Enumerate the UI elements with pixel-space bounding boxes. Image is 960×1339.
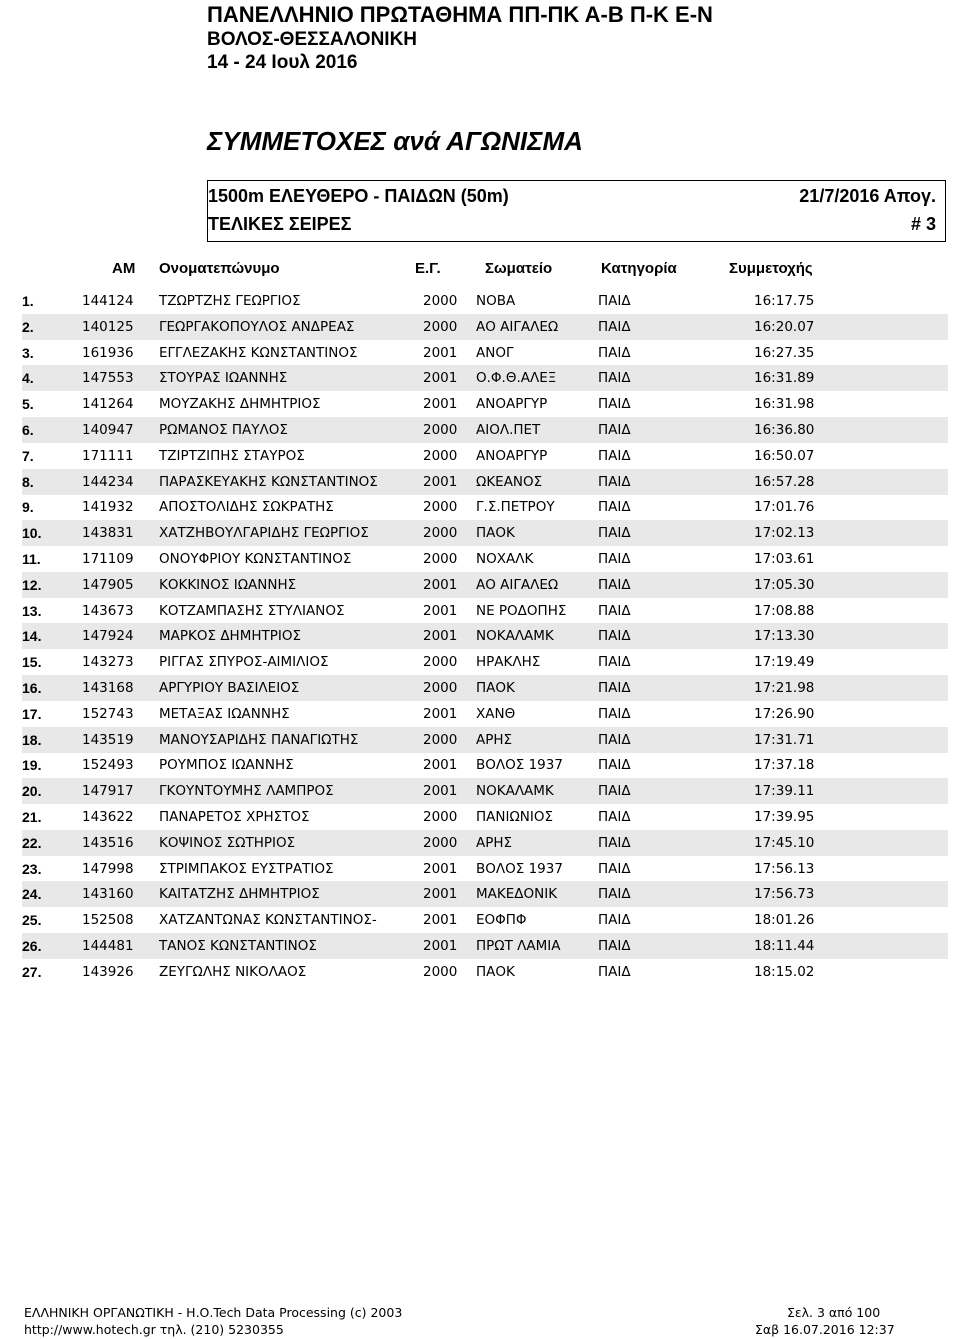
- event-date: 21/7/2016 Απογ.: [799, 186, 936, 206]
- row-category: ΠΑΙΔ: [598, 602, 631, 619]
- row-club: ΑΟ ΑΙΓΑΛΕΩ: [476, 576, 559, 593]
- table-row: [22, 959, 948, 985]
- event-round: ΤΕΛΙΚΕΣ ΣΕΙΡΕΣ: [208, 214, 352, 234]
- row-rank: 16.: [22, 680, 42, 696]
- row-name: ΜΕΤΑΞΑΣ ΙΩΑΝΝΗΣ: [159, 705, 290, 722]
- row-yob: 2000: [423, 525, 458, 542]
- footer-page: Σελ. 3 από 100: [787, 1305, 881, 1320]
- row-rank: 4.: [22, 370, 34, 387]
- row-am: 143673: [82, 602, 134, 619]
- row-am: 143168: [82, 680, 134, 696]
- footer-org: ΕΛΛΗΝΙΚΗ ΟΡΓΑΝΩΤΙΚΗ - Η.Ο.Tech Data Processing (c) 2003: [24, 1305, 403, 1320]
- row-category: ΠΑΙΔ: [598, 809, 631, 825]
- row-club: ΑΡΗΣ: [476, 731, 513, 748]
- row-am: 171111: [82, 447, 134, 464]
- row-category: ΠΑΙΔ: [598, 318, 631, 335]
- row-category: ΠΑΙΔ: [598, 938, 631, 954]
- row-time: 16:57.28: [754, 473, 815, 490]
- row-rank: 6.: [22, 422, 34, 438]
- row-yob: 2001: [423, 344, 458, 361]
- row-am: 143160: [82, 886, 134, 903]
- row-am: 152508: [82, 912, 134, 929]
- row-yob: 2001: [423, 370, 458, 387]
- row-time: 18:11.44: [754, 938, 815, 954]
- row-club: ΝΟΚΑΛΑΜΚ: [476, 628, 554, 645]
- row-yob: 2001: [423, 396, 458, 413]
- championship-title: ΠΑΝΕΛΛΗΝΙΟ ΠΡΩΤΑΘΗΜΑ ΠΠ-ΠΚ Α-Β Π-Κ Ε-Ν: [207, 2, 713, 27]
- row-time: 16:20.07: [754, 318, 815, 335]
- row-name: ΜΑΡΚΟΣ ΔΗΜΗΤΡΙΟΣ: [159, 628, 302, 645]
- row-club: ΝΟΧΑΛΚ: [476, 551, 534, 567]
- row-rank: 13.: [22, 602, 42, 619]
- row-name: ΡΟΥΜΠΟΣ ΙΩΑΝΝΗΣ: [159, 757, 294, 774]
- row-club: ΠΑΝΙΩΝΙΟΣ: [476, 809, 554, 825]
- row-am: 143831: [82, 525, 134, 542]
- row-time: 17:08.88: [754, 602, 815, 619]
- row-yob: 2001: [423, 473, 458, 490]
- row-category: ΠΑΙΔ: [598, 473, 631, 490]
- row-am: 147998: [82, 860, 134, 877]
- row-name: ΓΕΩΡΓΑΚΟΠΟΥΛΟΣ ΑΝΔΡΕΑΣ: [159, 318, 355, 335]
- row-club: ΧΑΝΘ: [476, 705, 516, 722]
- row-am: 147553: [82, 370, 134, 387]
- row-yob: 2001: [423, 912, 458, 929]
- table-row: [22, 623, 948, 649]
- row-name: ΖΕΥΓΩΛΗΣ ΝΙΚΟΛΑΟΣ: [159, 963, 307, 980]
- row-rank: 20.: [22, 783, 42, 800]
- row-am: 143273: [82, 654, 134, 671]
- row-rank: 14.: [22, 628, 42, 645]
- row-rank: 24.: [22, 886, 42, 903]
- row-yob: 2001: [423, 860, 458, 877]
- table-row: [22, 933, 948, 959]
- row-rank: 9.: [22, 499, 34, 516]
- row-rank: 23.: [22, 860, 42, 877]
- row-time: 17:37.18: [754, 757, 815, 774]
- row-club: ΩΚΕΑΝΟΣ: [476, 473, 543, 490]
- row-category: ΠΑΙΔ: [598, 525, 631, 542]
- row-club: ΝΟΒΑ: [476, 293, 516, 309]
- event-box: [207, 180, 946, 242]
- table-row: [22, 494, 948, 520]
- row-club: ΠΑΟΚ: [476, 963, 515, 980]
- row-time: 17:03.61: [754, 551, 815, 567]
- table-row: [22, 752, 948, 778]
- row-yob: 2000: [423, 654, 458, 671]
- row-name: ΤΖΩΡΤΖΗΣ ΓΕΩΡΓΙΟΣ: [159, 293, 301, 309]
- column-header-yob: Ε.Γ.: [415, 260, 441, 277]
- column-header-participation: Συμμετοχής: [729, 260, 813, 277]
- table-row: [22, 288, 948, 314]
- row-am: 140947: [82, 422, 134, 438]
- row-time: 17:56.73: [754, 886, 815, 903]
- row-category: ΠΑΙΔ: [598, 370, 631, 387]
- row-am: 147924: [82, 628, 134, 645]
- row-club: ΑΝΟΑΡΓΥΡ: [476, 447, 548, 464]
- row-name: ΜΑΝΟΥΣΑΡΙΔΗΣ ΠΑΝΑΓΙΩΤΗΣ: [159, 731, 359, 748]
- row-name: ΑΡΓΥΡΙΟΥ ΒΑΣΙΛΕΙΟΣ: [159, 680, 300, 696]
- table-row: [22, 572, 948, 598]
- row-name: ΧΑΤΖΑΝΤΩΝΑΣ ΚΩΝΣΤΑΝΤΙΝΟΣ-: [159, 912, 377, 929]
- event-name: 1500m ΕΛΕΥΘΕΡΟ - ΠΑΙΔΩΝ (50m): [208, 186, 509, 206]
- row-am: 141264: [82, 396, 134, 413]
- event-number: # 3: [910, 214, 936, 234]
- row-name: ΠΑΝΑΡΕΤΟΣ ΧΡΗΣΤΟΣ: [159, 809, 310, 825]
- table-row: [22, 340, 948, 366]
- row-category: ΠΑΙΔ: [598, 422, 631, 438]
- row-club: ΑΡΗΣ: [476, 834, 513, 851]
- row-am: 140125: [82, 318, 134, 335]
- table-row: [22, 469, 948, 495]
- row-am: 152743: [82, 705, 134, 722]
- row-rank: 15.: [22, 654, 42, 671]
- row-am: 147917: [82, 783, 134, 800]
- row-club: Ο.Φ.Θ.ΑΛΕΞ: [476, 370, 557, 387]
- row-category: ΠΑΙΔ: [598, 886, 631, 903]
- dates-title: 14 - 24 Ιουλ 2016: [207, 52, 358, 73]
- row-name: ΜΟΥΖΑΚΗΣ ΔΗΜΗΤΡΙΟΣ: [159, 396, 321, 413]
- row-yob: 2001: [423, 705, 458, 722]
- table-row: [22, 778, 948, 804]
- row-name: ΟΝΟΥΦΡΙΟΥ ΚΩΝΣΤΑΝΤΙΝΟΣ: [159, 551, 352, 567]
- row-am: 143519: [82, 731, 134, 748]
- table-row: [22, 675, 948, 701]
- row-yob: 2001: [423, 783, 458, 800]
- row-yob: 2001: [423, 628, 458, 645]
- row-rank: 27.: [22, 963, 42, 980]
- row-name: ΤΑΝΟΣ ΚΩΝΣΤΑΝΤΙΝΟΣ: [159, 938, 317, 954]
- row-time: 17:02.13: [754, 525, 815, 542]
- row-time: 16:36.80: [754, 422, 815, 438]
- row-yob: 2000: [423, 963, 458, 980]
- row-name: ΣΤΟΥΡΑΣ ΙΩΑΝΝΗΣ: [159, 370, 288, 387]
- row-yob: 2000: [423, 680, 458, 696]
- row-time: 17:01.76: [754, 499, 815, 516]
- row-category: ΠΑΙΔ: [598, 705, 631, 722]
- row-time: 17:56.13: [754, 860, 815, 877]
- column-header-am: ΑΜ: [112, 260, 136, 277]
- row-club: ΝΟΚΑΛΑΜΚ: [476, 783, 554, 800]
- row-time: 17:05.30: [754, 576, 815, 593]
- table-row: [22, 830, 948, 856]
- table-row: [22, 701, 948, 727]
- table-row: [22, 881, 948, 907]
- row-name: ΡΩΜΑΝΟΣ ΠΑΥΛΟΣ: [159, 422, 288, 438]
- row-time: 17:45.10: [754, 834, 815, 851]
- row-rank: 19.: [22, 757, 42, 774]
- row-club: ΜΑΚΕΔΟΝΙΚ: [476, 886, 558, 903]
- row-category: ΠΑΙΔ: [598, 499, 631, 516]
- table-row: [22, 520, 948, 546]
- row-club: ΗΡΑΚΛΗΣ: [476, 654, 541, 671]
- row-yob: 2000: [423, 499, 458, 516]
- row-rank: 7.: [22, 447, 34, 464]
- row-rank: 21.: [22, 809, 42, 825]
- row-rank: 10.: [22, 525, 42, 542]
- row-name: ΕΓΓΛΕΖΑΚΗΣ ΚΩΝΣΤΑΝΤΙΝΟΣ: [159, 344, 358, 361]
- row-am: 144481: [82, 938, 134, 954]
- row-yob: 2000: [423, 809, 458, 825]
- row-category: ΠΑΙΔ: [598, 834, 631, 851]
- table-row: [22, 727, 948, 753]
- row-am: 141932: [82, 499, 134, 516]
- row-name: ΧΑΤΖΗΒΟΥΛΓΑΡΙΔΗΣ ΓΕΩΡΓΙΟΣ: [159, 525, 369, 542]
- row-category: ΠΑΙΔ: [598, 551, 631, 567]
- row-am: 147905: [82, 576, 134, 593]
- row-name: ΓΚΟΥΝΤΟΥΜΗΣ ΛΑΜΠΡΟΣ: [159, 783, 334, 800]
- row-club: ΑΝΟΑΡΓΥΡ: [476, 396, 548, 413]
- row-category: ΠΑΙΔ: [598, 757, 631, 774]
- row-am: 143622: [82, 809, 134, 825]
- row-name: ΡΙΓΓΑΣ ΣΠΥΡΟΣ-ΑΙΜΙΛΙΟΣ: [159, 654, 329, 671]
- row-rank: 25.: [22, 912, 42, 929]
- row-category: ΠΑΙΔ: [598, 680, 631, 696]
- row-category: ΠΑΙΔ: [598, 576, 631, 593]
- row-am: 143926: [82, 963, 134, 980]
- row-time: 16:50.07: [754, 447, 815, 464]
- row-category: ΠΑΙΔ: [598, 396, 631, 413]
- row-rank: 22.: [22, 834, 42, 851]
- table-row: [22, 365, 948, 391]
- row-club: ΠΑΟΚ: [476, 680, 515, 696]
- row-yob: 2000: [423, 318, 458, 335]
- row-club: ΒΟΛΟΣ 1937: [476, 757, 563, 774]
- row-category: ΠΑΙΔ: [598, 860, 631, 877]
- row-category: ΠΑΙΔ: [598, 963, 631, 980]
- column-headers: [0, 260, 960, 280]
- row-yob: 2000: [423, 551, 458, 567]
- row-rank: 5.: [22, 396, 34, 413]
- row-category: ΠΑΙΔ: [598, 783, 631, 800]
- row-time: 17:21.98: [754, 680, 815, 696]
- column-header-category: Κατηγορία: [601, 260, 677, 277]
- row-category: ΠΑΙΔ: [598, 447, 631, 464]
- row-time: 16:31.89: [754, 370, 815, 387]
- row-club: ΑΟ ΑΙΓΑΛΕΩ: [476, 318, 559, 335]
- table-row: [22, 546, 948, 572]
- row-rank: 17.: [22, 705, 42, 722]
- table-row: [22, 856, 948, 882]
- column-header-name: Ονοματεπώνυμο: [159, 260, 280, 277]
- row-rank: 26.: [22, 938, 42, 954]
- row-name: ΤΖΙΡΤΖΙΠΗΣ ΣΤΑΥΡΟΣ: [159, 447, 305, 464]
- row-rank: 1.: [22, 293, 34, 309]
- row-club: ΝΕ ΡΟΔΟΠΗΣ: [476, 602, 567, 619]
- row-time: 17:39.95: [754, 809, 815, 825]
- row-yob: 2000: [423, 834, 458, 851]
- row-name: ΚΟΤΖΑΜΠΑΣΗΣ ΣΤΥΛΙΑΝΟΣ: [159, 602, 345, 619]
- row-club: ΑΙΟΛ.ΠΕΤ: [476, 422, 541, 438]
- row-time: 17:26.90: [754, 705, 815, 722]
- footer-contact: http://www.hotech.gr τηλ. (210) 5230355: [24, 1322, 284, 1337]
- table-row: [22, 649, 948, 675]
- row-time: 17:19.49: [754, 654, 815, 671]
- column-header-club: Σωματείο: [485, 260, 553, 277]
- row-yob: 2001: [423, 576, 458, 593]
- row-category: ΠΑΙΔ: [598, 912, 631, 929]
- row-name: ΚΑΙΤΑΤΖΗΣ ΔΗΜΗΤΡΙΟΣ: [159, 886, 320, 903]
- row-yob: 2000: [423, 422, 458, 438]
- row-category: ΠΑΙΔ: [598, 731, 631, 748]
- section-title: ΣΥΜΜΕΤΟΧΕΣ ανά ΑΓΩΝΙΣΜΑ: [207, 126, 583, 156]
- row-yob: 2001: [423, 938, 458, 954]
- row-yob: 2000: [423, 293, 458, 309]
- row-category: ΠΑΙΔ: [598, 628, 631, 645]
- location-title: ΒΟΛΟΣ-ΘΕΣΣΑΛΟΝΙΚΗ: [207, 29, 418, 50]
- table-row: [22, 443, 948, 469]
- row-club: ΠΡΩΤ ΛΑΜΙΑ: [476, 938, 561, 954]
- table-row: [22, 417, 948, 443]
- row-category: ΠΑΙΔ: [598, 293, 631, 309]
- table-row: [22, 907, 948, 933]
- table-row: [22, 804, 948, 830]
- row-name: ΚΟΨΙΝΟΣ ΣΩΤΗΡΙΟΣ: [159, 834, 296, 851]
- row-rank: 11.: [22, 551, 41, 567]
- table-row: [22, 314, 948, 340]
- row-name: ΠΑΡΑΣΚΕΥΑΚΗΣ ΚΩΝΣΤΑΝΤΙΝΟΣ: [159, 473, 378, 490]
- row-yob: 2001: [423, 886, 458, 903]
- row-time: 16:31.98: [754, 396, 815, 413]
- row-time: 16:27.35: [754, 344, 815, 361]
- row-time: 18:15.02: [754, 963, 815, 980]
- row-name: ΑΠΟΣΤΟΛΙΔΗΣ ΣΩΚΡΑΤΗΣ: [159, 499, 334, 516]
- row-club: ΕΟΦΠΦ: [476, 912, 527, 929]
- row-time: 18:01.26: [754, 912, 815, 929]
- footer-printed: Σαβ 16.07.2016 12:37: [755, 1322, 895, 1337]
- table-row: [22, 598, 948, 624]
- row-yob: 2000: [423, 731, 458, 748]
- row-category: ΠΑΙΔ: [598, 654, 631, 671]
- row-time: 17:31.71: [754, 731, 815, 748]
- row-rank: 18.: [22, 731, 42, 748]
- row-rank: 3.: [22, 344, 34, 361]
- row-club: Γ.Σ.ΠΕΤΡΟΥ: [476, 499, 555, 516]
- row-rank: 2.: [22, 318, 34, 335]
- row-name: ΚΟΚΚΙΝΟΣ ΙΩΑΝΝΗΣ: [159, 576, 297, 593]
- row-am: 171109: [82, 551, 134, 567]
- row-yob: 2001: [423, 602, 458, 619]
- row-am: 144124: [82, 293, 134, 309]
- row-name: ΣΤΡΙΜΠΑΚΟΣ ΕΥΣΤΡΑΤΙΟΣ: [159, 860, 334, 877]
- row-rank: 8.: [22, 473, 34, 490]
- row-category: ΠΑΙΔ: [598, 344, 631, 361]
- row-rank: 12.: [22, 576, 42, 593]
- row-am: 143516: [82, 834, 134, 851]
- row-time: 17:39.11: [754, 783, 815, 800]
- row-am: 161936: [82, 344, 134, 361]
- row-time: 16:17.75: [754, 293, 815, 309]
- row-club: ΠΑΟΚ: [476, 525, 515, 542]
- row-yob: 2001: [423, 757, 458, 774]
- row-time: 17:13.30: [754, 628, 815, 645]
- row-club: ΑΝΟΓ: [476, 344, 514, 361]
- table-row: [22, 391, 948, 417]
- row-am: 152493: [82, 757, 134, 774]
- row-club: ΒΟΛΟΣ 1937: [476, 860, 563, 877]
- row-yob: 2000: [423, 447, 458, 464]
- row-am: 144234: [82, 473, 134, 490]
